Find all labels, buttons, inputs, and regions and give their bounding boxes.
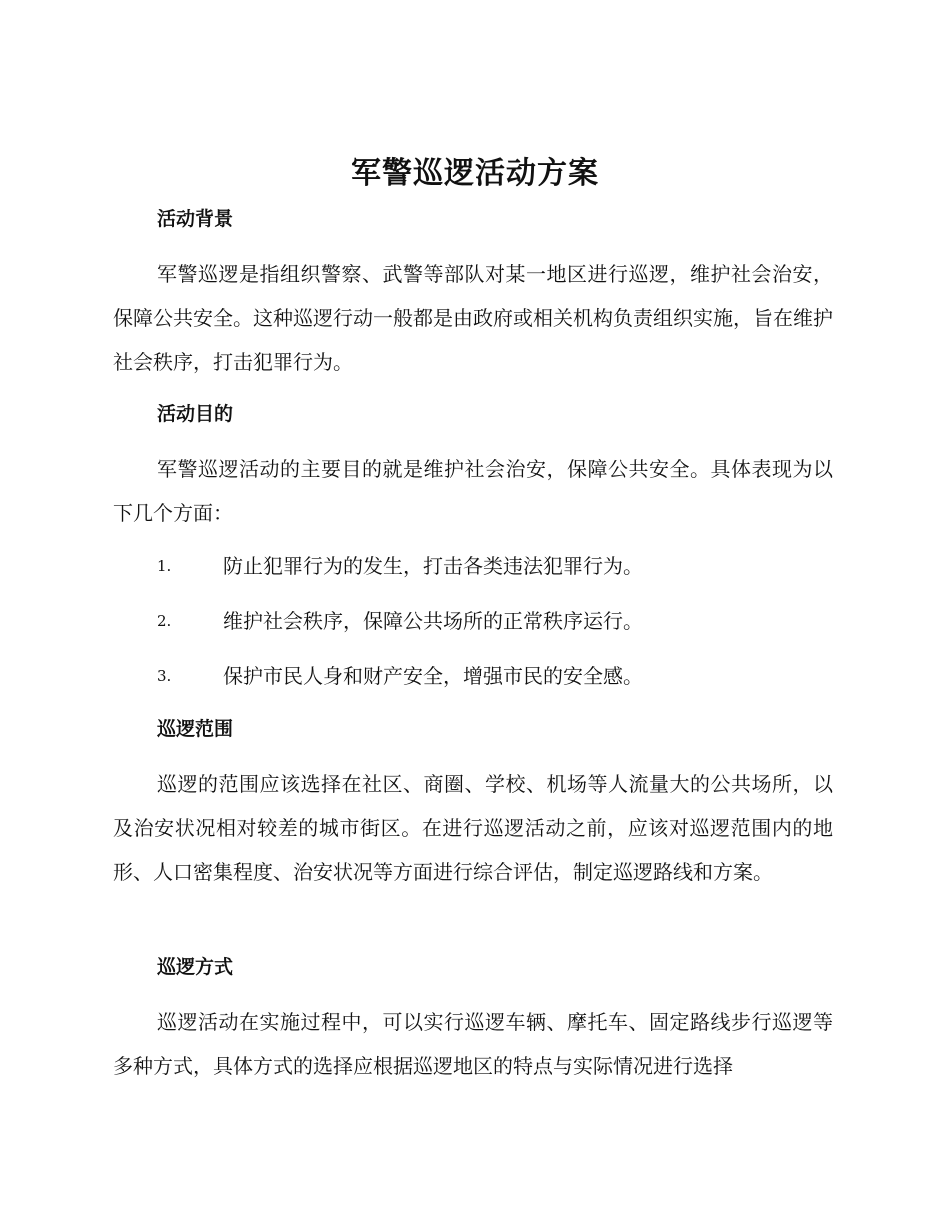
list-item-text: 防止犯罪行为的发生，打击各类违法犯罪行为。 (223, 554, 643, 578)
list-item-text: 维护社会秩序，保障公共场所的正常秩序运行。 (223, 609, 643, 633)
list-item-text: 保护市民人身和财产安全，增强市民的安全感。 (223, 664, 643, 688)
list-item (157, 604, 837, 638)
document-title: 军警巡逻活动方案 (351, 156, 599, 191)
section-heading-method: 巡逻方式 (157, 956, 234, 978)
list-item-number: 2. (157, 612, 172, 630)
section-heading-background: 活动背景 (157, 208, 234, 230)
list-item-number: 3. (157, 667, 172, 685)
list-item (157, 549, 837, 583)
section-paragraph-background: 军警巡逻是指组织警察、武警等部队对某一地区进行巡逻，维护社会治安，保障公共安全。这种巡逻行动一般都是由政府或相关机构负责组织实施，旨在维护社会秩序，打击犯罪行为。 (113, 262, 833, 374)
section-paragraph-purpose: 军警巡逻活动的主要目的就是维护社会治安，保障公共安全。具体表现为以下几个方面： (113, 457, 833, 525)
list-item (157, 659, 837, 693)
section-heading-purpose: 活动目的 (157, 403, 234, 425)
section-paragraph-method: 巡逻活动在实施过程中，可以实行巡逻车辆、摩托车、固定路线步行巡逻等多种方式，具体方式的选择应根据巡逻地区的特点与实际情况进行选择 (113, 1010, 833, 1078)
section-heading-scope: 巡逻范围 (157, 718, 234, 740)
section-paragraph-scope: 巡逻的范围应该选择在社区、商圈、学校、机场等人流量大的公共场所，以及治安状况相对较差的城市街区。在进行巡逻活动之前，应该对巡逻范围内的地形、人口密集程度、治安状况等方面进行综合评估，制定巡逻路线和方案。 (113, 772, 833, 884)
list-item-number: 1. (157, 557, 172, 575)
